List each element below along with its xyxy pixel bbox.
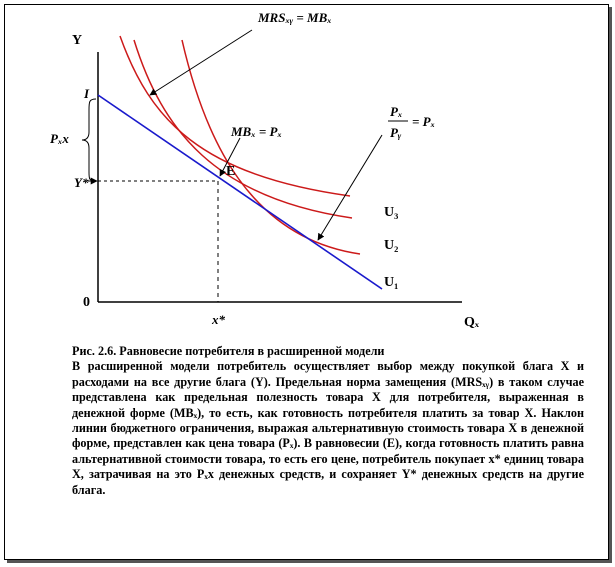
px-x-label: Pₓx [50,131,69,146]
axis-y-label: Y [72,33,83,48]
origin-label: 0 [83,295,90,310]
axis-x-label: Qₓ [464,315,479,330]
ratio-arrow [318,135,382,240]
mb-label: MBₓ = Pₓ [231,124,282,139]
indifference-curve-u1 [182,40,360,254]
curve-label-u2: U₂ [384,238,399,253]
equilibrium-label: E [226,164,236,179]
curve-label-u1: U₁ [384,275,399,290]
caption-title: Рис. 2.6. Равновесие потребителя в расширенной модели [72,344,385,358]
x-star-label: x* [212,312,225,327]
y-star-label: Y* [74,175,89,190]
px-x-brace [82,99,96,181]
mrs-label: MRSₓᵧ = MBₓ [258,10,332,25]
intercept-label: I [84,86,90,101]
ratio-numerator: Pₓ [390,104,403,119]
mrs-arrow [150,30,252,95]
figure-caption [72,344,584,498]
ratio-rhs: = Pₓ [412,114,436,129]
curve-label-u3: U₃ [384,205,399,220]
ratio-denominator: Pᵧ [390,125,402,140]
caption-body: В расширенной модели потребитель осуществляет выбор между покупкой блага X и расходами на все другие блага (Y). Предельная норма замещения (MRSₓᵧ) в таком случае представлена как предельная полезность товара X для потребителя, выраженная в денежной форме (MBₓ), то есть, как готовность потребителя платить за товар X. Наклон линии бюджетного ограничения, выражая альтернативную стоимость товара X в денежной форме, представлен как цена товара (Pₓ). В равновесии (E), когда готовность платить равна альтернативной стоимости товара, то есть его цене, потребитель покупает x* единиц товара X, затрачивая на это Pₓx денежных средств, и сохраняет Y* денежных средств на другие блага. [72,359,584,497]
